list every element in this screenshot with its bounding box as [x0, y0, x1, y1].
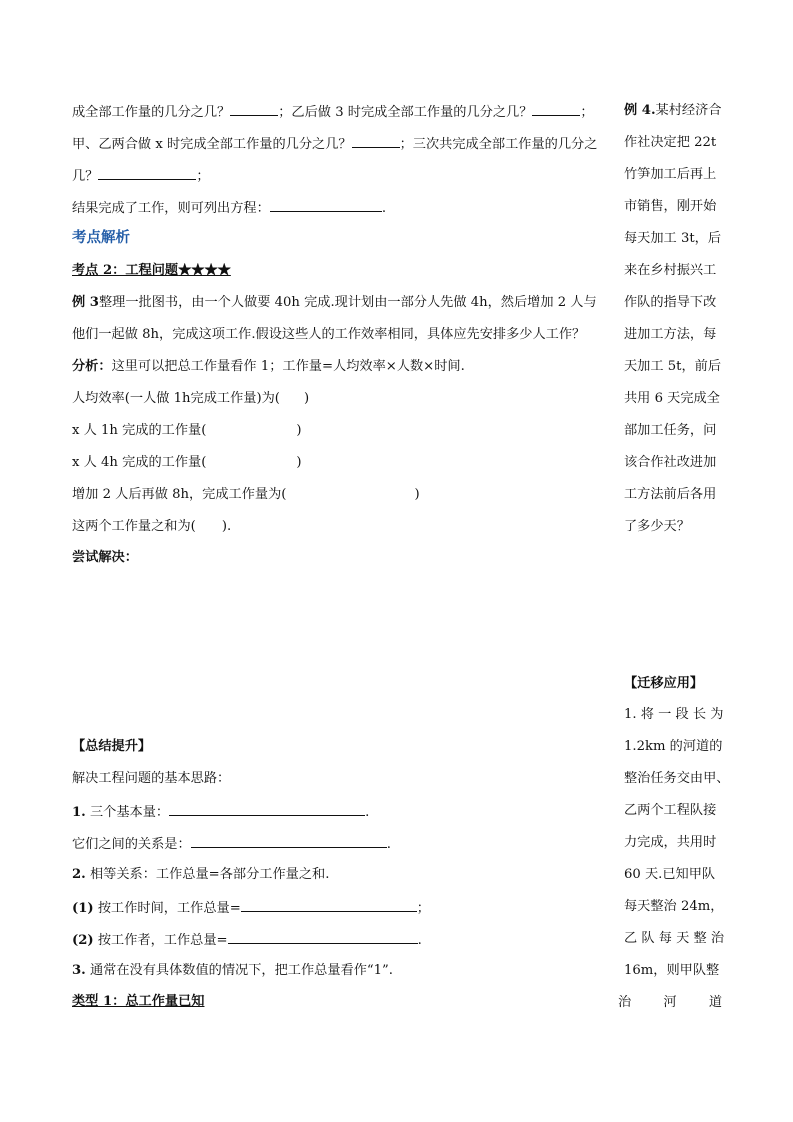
text-line [72, 198, 386, 218]
text-segment: 按工作者，工作总量= [93, 933, 228, 948]
transfer-line: 每天整治 24m， [624, 899, 724, 914]
text-segment: ) [303, 391, 310, 406]
summary-item [72, 930, 422, 950]
example4-line: 竹笋加工后再上 [624, 167, 717, 182]
transfer-line: 整治任务交由甲、 [624, 771, 730, 786]
analysis-line [72, 358, 465, 376]
text-segment: 这两个工作量之和为( [72, 519, 196, 534]
text-char: 治 [618, 995, 632, 1010]
text-line [72, 102, 594, 122]
answer-blank [228, 930, 418, 944]
transfer-line: 力完成，共用时 [624, 835, 717, 850]
example3-line2: 他们一起做 8h，完成这项工作.假设这些人的工作效率相同，具体应先安排多少人工作？ [72, 327, 586, 342]
text-segment: 甲、乙两合做 x 时完成全部工作量的几分之几？ [72, 137, 352, 152]
analysis-label: 分析： [72, 359, 112, 374]
text-segment: . [386, 837, 391, 852]
type1-title: 类型 1：总工作量已知 [72, 994, 205, 1009]
example4-line: 了多少天？ [624, 519, 690, 534]
answer-blank [98, 166, 196, 180]
text-segment: 人均效率(一人做 1h完成工作量)为( [72, 391, 280, 406]
example4-line [624, 102, 721, 120]
answer-blank [169, 802, 365, 816]
item-number: (1) [72, 901, 94, 916]
text-line [72, 134, 597, 154]
example4-line: 工方法前后各用 [624, 487, 717, 502]
answer-blank [191, 834, 387, 848]
text-segment: 增加 2 人后再做 8h，完成工作量为( [72, 487, 287, 502]
summary-intro: 解决工程问题的基本思路： [72, 771, 231, 786]
transfer-line: 60 天.已知甲队 [624, 867, 716, 882]
text-segment: . [365, 805, 370, 820]
transfer-line: 乙 队 每 天 整 治 [624, 931, 725, 946]
text-segment: . [381, 201, 387, 216]
star-rating: ★★★★ [178, 263, 231, 278]
question-line [72, 518, 231, 536]
example4-line: 作队的指导下改 [624, 295, 717, 310]
text-segment: 结果完成了工作，则可列出方程： [72, 201, 270, 216]
text-segment: ) [296, 423, 302, 438]
example-label: 例 4. [624, 103, 656, 118]
item-number: 1. [72, 805, 86, 820]
answer-blank [532, 102, 580, 116]
text-segment: 它们之间的关系是： [72, 837, 191, 852]
example4-line: 部加工任务，问 [624, 423, 717, 438]
transfer-line-justified [618, 994, 722, 1012]
example4-line: 市销售，刚开始 [624, 199, 717, 214]
text-segment: ). [221, 519, 232, 534]
text-segment: 通常在没有具体数值的情况下，把工作总量看作“1”. [85, 963, 393, 978]
example4-line: 该合作社改进加 [624, 455, 717, 470]
item-number: 3. [72, 963, 86, 978]
transfer-title: 【迁移应用】 [624, 676, 704, 691]
text-segment: x 人 1h 完成的工作量( [72, 423, 207, 438]
summary-item [72, 802, 369, 822]
question-line [72, 454, 302, 472]
text-char: 河 [663, 995, 677, 1010]
question-line [72, 422, 302, 440]
text-line [72, 166, 210, 186]
example4-line: 来在乡村振兴工 [624, 263, 717, 278]
example4-line: 每天加工 3t，后 [624, 231, 722, 246]
question-line [72, 390, 309, 408]
text-char: 道 [708, 995, 722, 1010]
transfer-line: 乙两个工程队接 [624, 803, 717, 818]
summary-item [72, 898, 430, 918]
text-segment: x 人 4h 完成的工作量( [72, 455, 207, 470]
text-segment: 按工作时间，工作总量= [93, 901, 241, 916]
text-segment: 相等关系：工作总量=各部分工作量之和. [85, 867, 330, 882]
text-segment: ) [414, 487, 420, 502]
summary-title: 【总结提升】 [72, 739, 152, 754]
answer-blank [270, 198, 382, 212]
item-number: (2) [72, 933, 94, 948]
kp2-title: 考点 2：工程问题 [72, 263, 179, 278]
text-segment: ； [196, 169, 210, 184]
answer-blank [352, 134, 400, 148]
summary-item [72, 962, 393, 980]
example4-line: 共用 6 天完成全 [624, 391, 720, 406]
example3-line1 [72, 294, 597, 312]
text-segment: . [417, 933, 422, 948]
example-label: 例 3 [72, 295, 99, 310]
summary-item [72, 834, 391, 854]
try-label: 尝试解决： [72, 550, 138, 565]
kp2-heading [72, 262, 231, 280]
text-segment: 三个基本量： [85, 805, 170, 820]
summary-item [72, 866, 329, 884]
answer-blank [241, 898, 417, 912]
item-number: 2. [72, 867, 86, 882]
text-segment: ) [296, 455, 302, 470]
text-segment: ； [580, 105, 594, 120]
example-text: 整理一批图书，由一个人做要 40h 完成.现计划由一部分人先做 4h，然后增加 2 人与 [98, 295, 597, 310]
transfer-line: 16m，则甲队整 [624, 963, 720, 978]
section-title: 考点解析 [72, 229, 130, 246]
example-text: 某村经济合 [655, 103, 722, 118]
text-segment: ；乙后做 3 时完成全部工作量的几分之几？ [278, 105, 533, 120]
answer-blank [230, 102, 278, 116]
example4-line: 进加工方法，每 [624, 327, 717, 342]
text-segment: 几？ [72, 169, 99, 184]
example4-line: 作社决定把 22t [624, 135, 717, 150]
transfer-line: 1. 将 一 段 长 为 [624, 707, 724, 722]
analysis-text: 这里可以把总工作量看作 1；工作量=人均效率×人数×时间. [111, 359, 465, 374]
example4-line: 天加工 5t，前后 [624, 359, 722, 374]
text-segment: ； [416, 901, 430, 916]
text-segment: ；三次共完成全部工作量的几分之 [399, 137, 598, 152]
text-segment: 成全部工作量的几分之几？ [72, 105, 231, 120]
transfer-line: 1.2km 的河道的 [624, 739, 723, 754]
question-line [72, 486, 420, 504]
